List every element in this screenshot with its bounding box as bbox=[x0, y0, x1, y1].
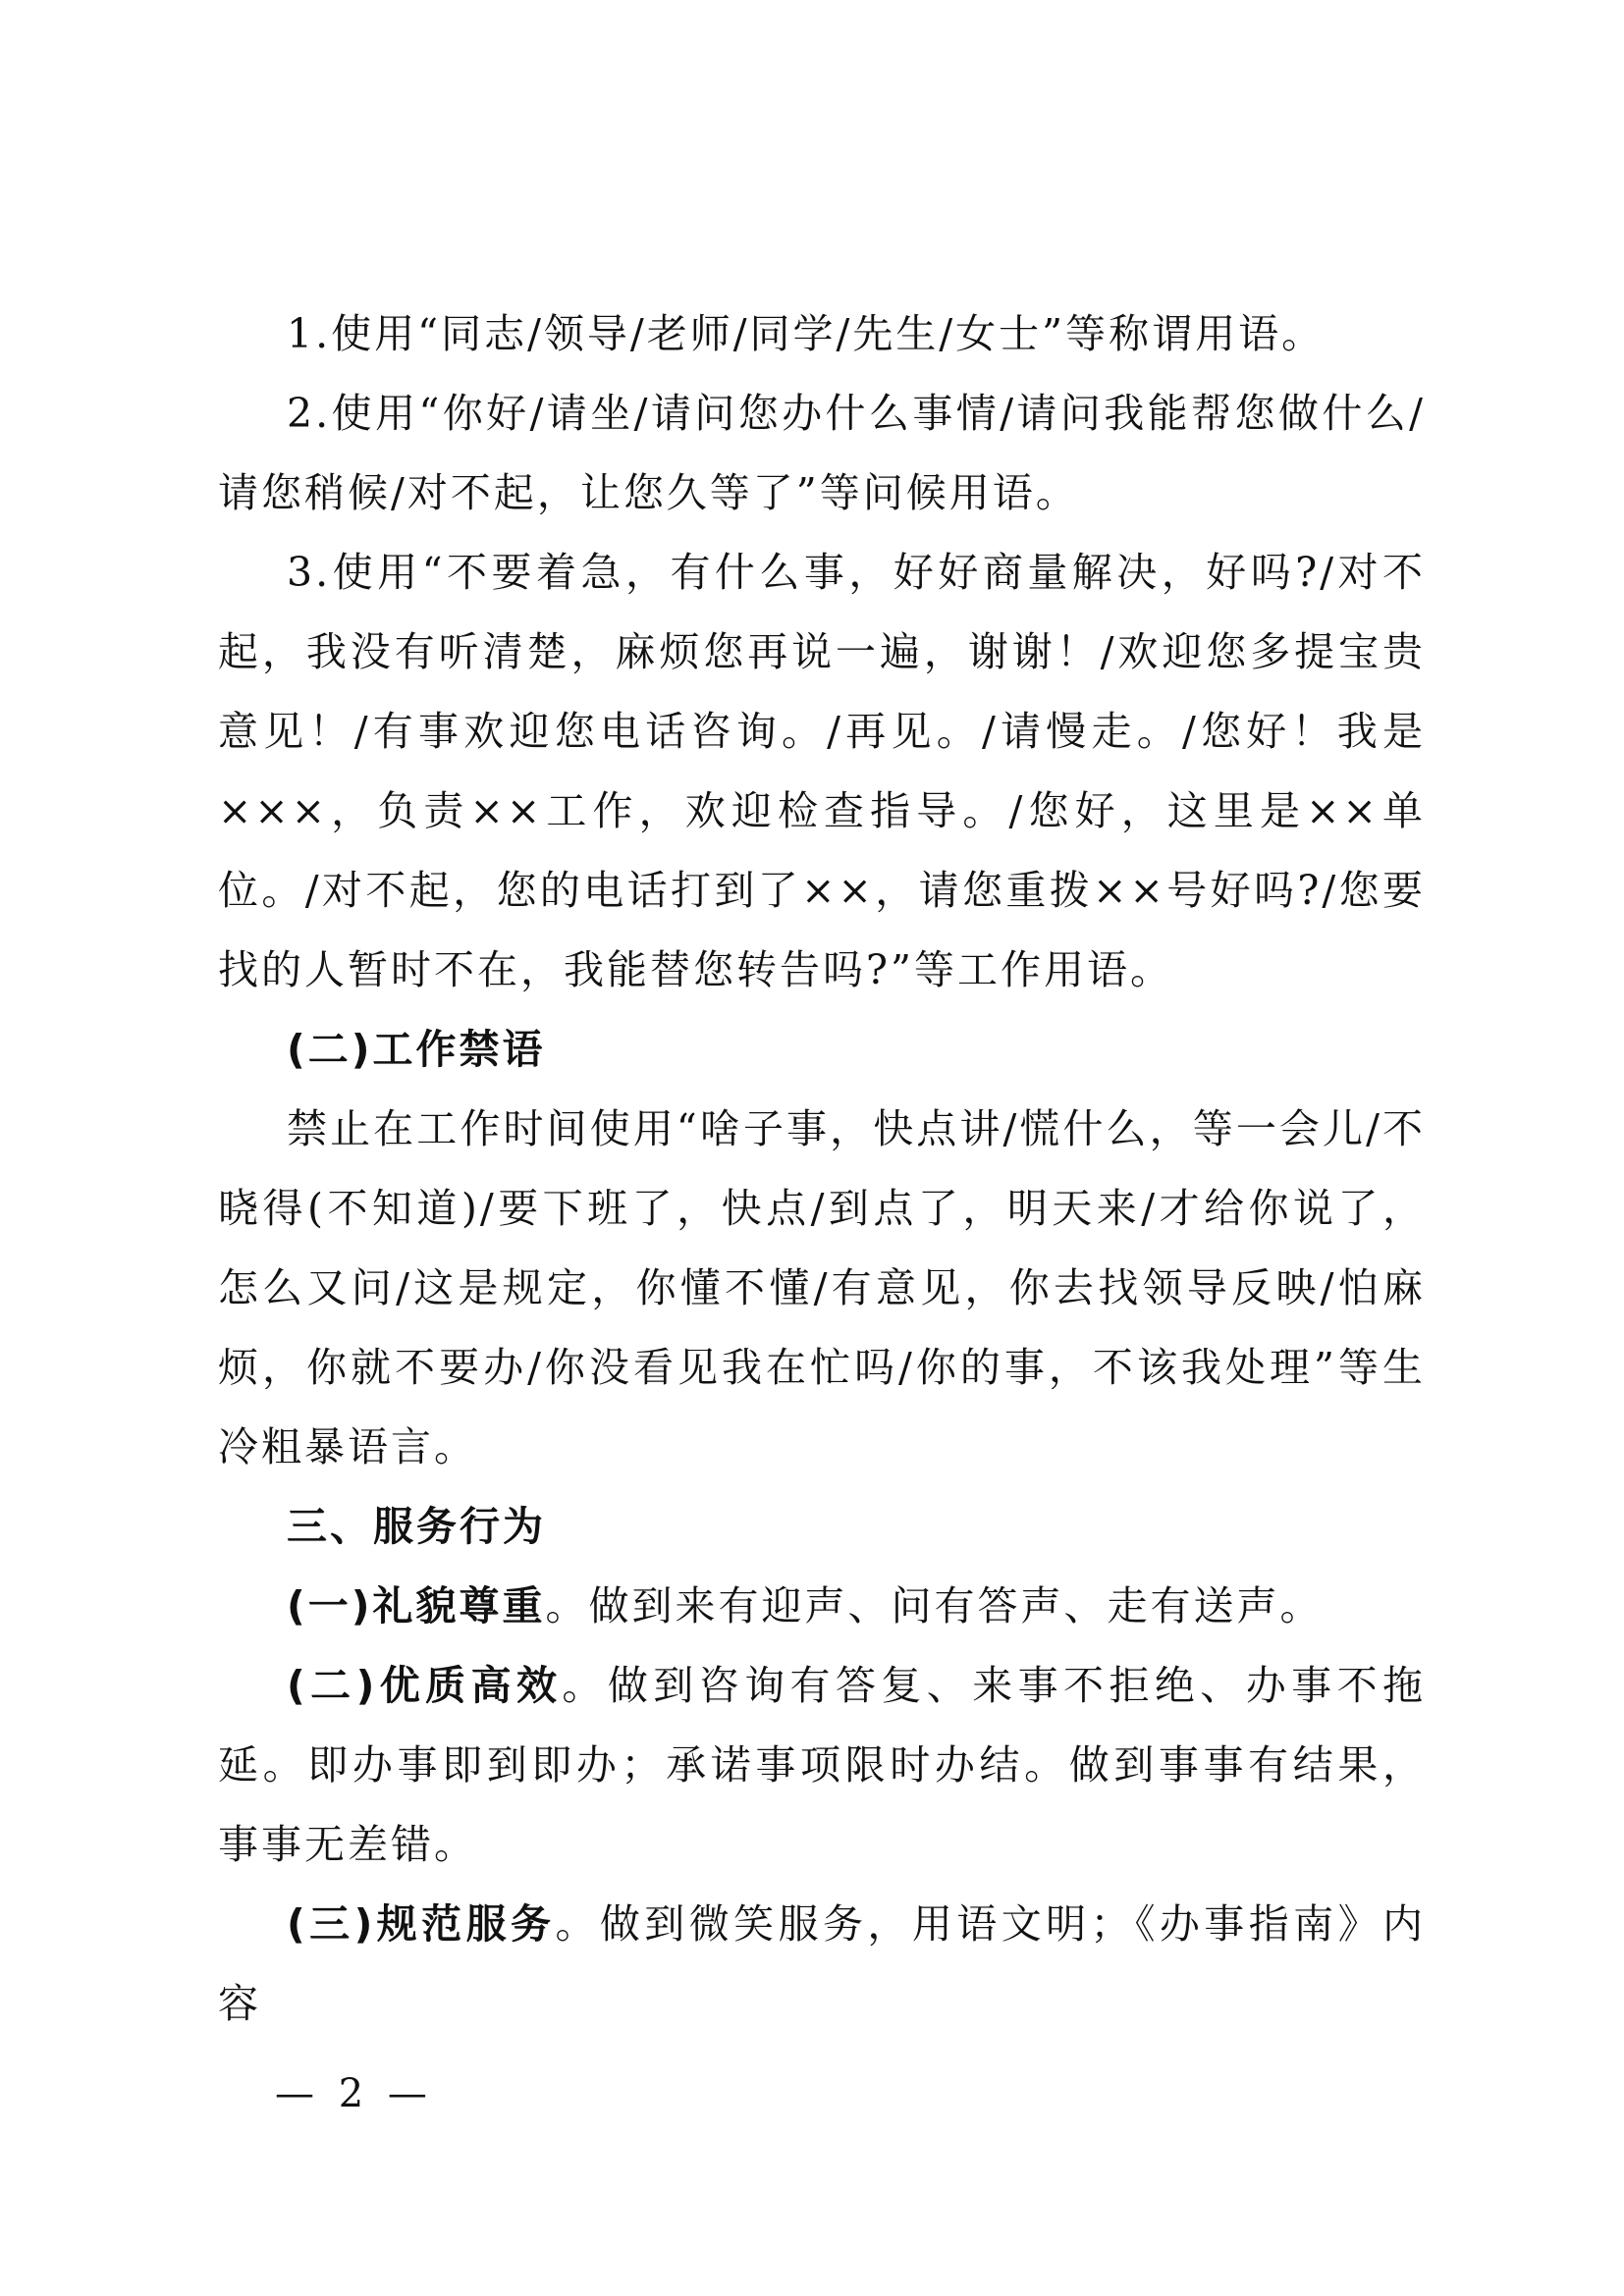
paragraph-courtesy bbox=[218, 1567, 1426, 1646]
section-heading-service-behavior bbox=[218, 1487, 1426, 1567]
paragraph-greetings bbox=[218, 374, 1426, 533]
paragraph-lead: (三)规范服务 bbox=[287, 1900, 556, 1948]
paragraph-text: 2.使用“你好/请坐/请问您办什么事情/请问我能帮您做什么/请您稍候/对不起，让您久等了”等问候用语。 bbox=[218, 390, 1426, 516]
paragraph-standard-service bbox=[218, 1885, 1426, 2044]
document-body bbox=[218, 294, 1426, 2044]
page-number: — 2 — bbox=[275, 2071, 433, 2116]
paragraph-text: 1.使用“同志/领导/老师/同学/先生/女士”等称谓用语。 bbox=[287, 310, 1326, 357]
paragraph-text: 。做到咨询有答复、来事不拒绝、办事不拖延。即办事即到即办；承诺事项限时办结。做到事事有结果，事事无差错。 bbox=[218, 1662, 1426, 1868]
heading-text: 三、服务行为 bbox=[287, 1503, 546, 1550]
paragraph-lead: (一)礼貌尊重 bbox=[287, 1582, 546, 1629]
paragraph-efficiency bbox=[218, 1646, 1426, 1885]
paragraph-text: 。做到微笑服务，用语文明；《办事指南》内容 bbox=[218, 1900, 1427, 2027]
section-heading-forbidden-phrases bbox=[218, 1010, 1426, 1090]
paragraph-form-of-address bbox=[218, 294, 1426, 374]
paragraph-text: 。做到来有迎声、问有答声、走有送声。 bbox=[545, 1582, 1324, 1629]
paragraph-forbidden-phrases bbox=[218, 1090, 1426, 1487]
paragraph-text: 禁止在工作时间使用“啥子事，快点讲/慌什么，等一会儿/不晓得(不知道)/要下班了，快点/到点了，明天来/才给你说了，怎么又问/这是规定，你懂不懂/有意见，你去找领导反映/怕麻烦，你就不要办/你没看见我在忙吗/你的事，不该我处理”等生冷粗暴语言。 bbox=[218, 1105, 1426, 1470]
paragraph-work-phrases bbox=[218, 533, 1426, 1010]
paragraph-text: 3.使用“不要着急，有什么事，好好商量解决，好吗?/对不起，我没有听清楚，麻烦您再说一遍，谢谢！/欢迎您多提宝贵意见！/有事欢迎您电话咨询。/再见。/请慢走。/您好！我是×××，负责××工作，欢迎检查指导。/您好，这里是××单位。/对不起，您的电话打到了××，请您重拨××号好吗?/您要找的人暂时不在，我能替您转告吗?”等工作用语。 bbox=[218, 549, 1426, 993]
paragraph-lead: (二)优质高效 bbox=[287, 1662, 563, 1709]
heading-text: (二)工作禁语 bbox=[287, 1026, 546, 1073]
